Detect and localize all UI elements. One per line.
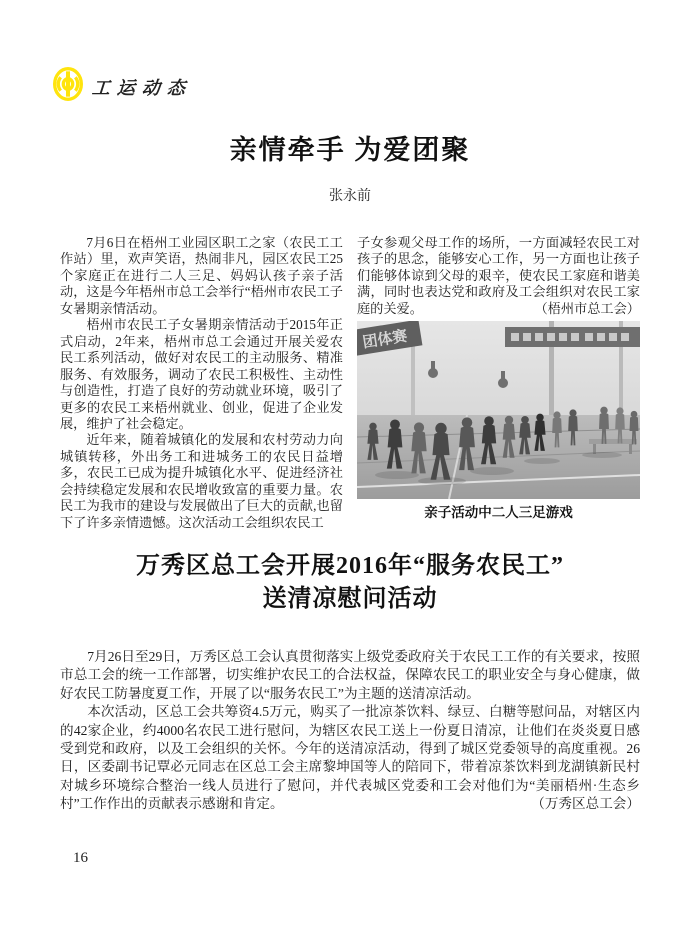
left-column: [60, 235, 343, 531]
paragraph-text: 本次活动，区总工会共筹资4.5万元，购买了一批凉茶饮料、绿豆、白糖等慰问品，对辖区内的42家企业，约4000名农民工进行慰问，为辖区农民工送上一份夏日清凉，让他们在炎炎夏日感受到党和政府，以及工会组织的关怀。今年的送清凉活动，得到了城区党委领导的高度重视。26日，区委副书记覃必元同志在区总工会主席黎坤国等人的陪同下，带着凉茶饮料到龙湖镇新民村对城乡环境综合整治一线人员进行了慰问，并代表城区党委和工会对他们为“美丽梧州·生态乡村”工作作出的贡献表示感谢和肯定。: [60, 704, 640, 812]
paragraph: 梧州市农民工子女暑期亲情活动于2015年正式启动，2年来，梧州市总工会通过开展关爱农民工系列活动，做好对农民工的主动服务、精准服务、有效服务，调动了农民工积极性、主动性与创造性，打造了良好的劳动就业环境，吸引了更多的农民工来梧州就业、创业，促进了企业发展，维护了社会稳定。: [60, 317, 343, 431]
two-column-body: [60, 235, 640, 531]
gym-photo-illustration: [357, 321, 640, 499]
article-2-body: [60, 648, 640, 814]
photo-caption: 亲子活动中二人三足游戏: [424, 505, 573, 521]
paragraph-continuation: [357, 235, 640, 317]
article-2: [60, 550, 640, 814]
article-2-title-line2: 送清凉慰问活动: [262, 586, 438, 612]
article-2-attribution: （万秀区总工会）: [531, 796, 640, 812]
page-number: 16: [73, 850, 88, 866]
paragraph: 7月6日在梧州工业园区职工之家（农民工工作站）里，欢声笑语，热闹非凡，园区农民工25个家庭正在进行二人三足、妈妈认孩子亲子活动，这是今年梧州市总工会举行“梧州市农民工子女暑期亲情活动。: [60, 235, 343, 316]
paragraph: 7月26日至29日，万秀区总工会认真贯彻落实上级党委政府关于农民工工作的有关要求，按照市总工会的统一工作部署，切实维护农民工的合法权益，保障农民工的职业安全与身心健康，做好农民工防暑度夏工作，开展了以“服务农民工”为主题的送清凉活动。: [60, 649, 640, 701]
article-2-title: [60, 550, 640, 616]
paragraph: 近年来，随着城镇化的发展和农村劳动力向城镇转移，外出务工和进城务工的农民日益增多，农民工已成为提升城镇化水平、促进经济社会持续稳定发展和农民增收致富的重要力量。农民工为我市的建设与发展做出了巨大的贡献,也留下了许多亲情遗憾。这次活动工会组织农民工: [60, 432, 343, 530]
right-column: [357, 235, 640, 531]
paragraph: [60, 703, 640, 813]
section-title: 工运动态: [91, 77, 193, 98]
continuation-text: 子女参观父母工作的场所，一方面减轻农民工对孩子的思念，能够安心工作，另一方面也让孩子们能够体谅到父母的艰辛，使农民工家庭和谐美满，同时也表达党和政府及工会组织对农民工家庭的关爱。: [357, 235, 640, 316]
article-2-title-line1: 万秀区总工会开展2016年“服务农民工”: [136, 553, 564, 579]
article-1: [60, 128, 640, 531]
article-1-attribution: （梧州市总工会）: [534, 300, 640, 316]
photo-banner-left: 团体赛: [361, 328, 409, 352]
trade-union-logo-icon: [52, 66, 84, 107]
article-photo: [357, 321, 640, 521]
article-1-author: 张永前: [329, 189, 371, 204]
page-header: [52, 66, 192, 107]
article-1-title: 亲情牵手 为爱团聚: [229, 135, 471, 165]
